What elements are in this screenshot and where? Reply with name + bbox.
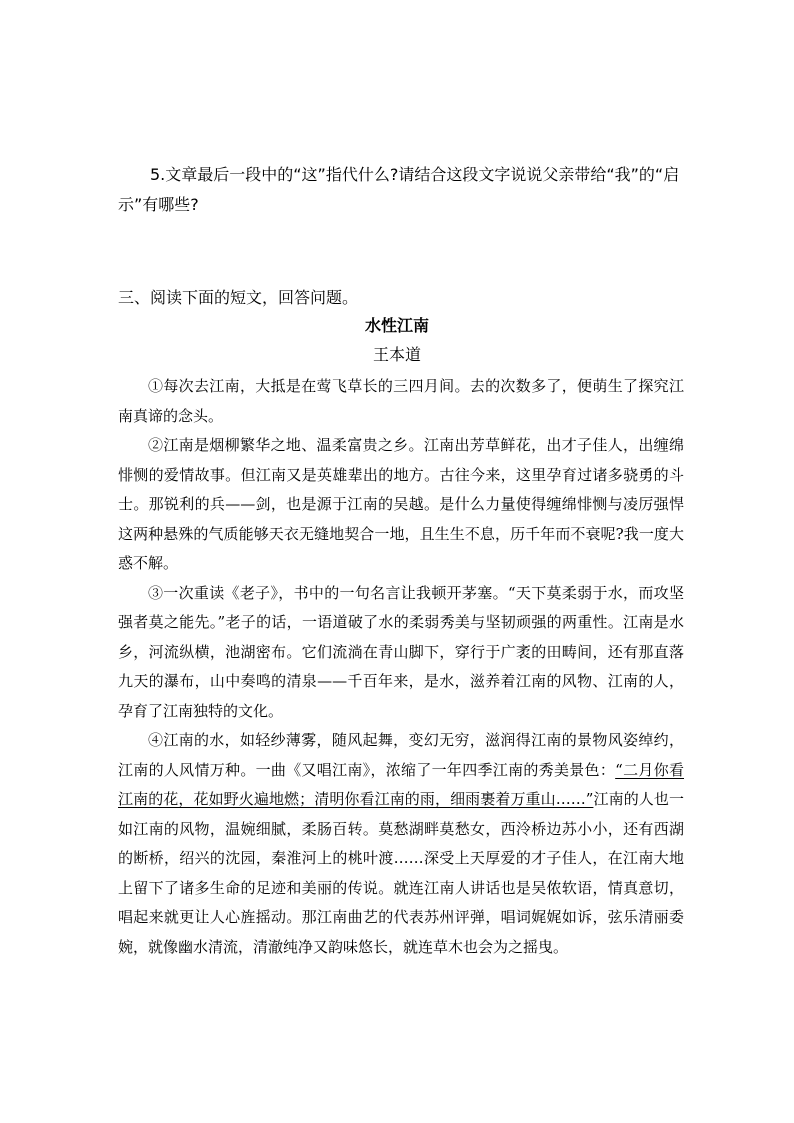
section-heading: 三、阅读下面的短文，回答问题。: [118, 288, 359, 307]
paragraph-3: ③一次重读《老子》，书中的一句名言让我顿开茅塞。“天下莫柔弱于水，而攻坚强者莫之能先。”老子的话，一语道破了水的柔弱秀美与坚韧顽强的两重性。江南是水乡，河流纵横，池湖密布。它们流淌在青山脚下，穿行于广袤的田畴间，还有那直落九天的瀑布，山中奏鸣的清泉——千百年来，是水，滋养着江南的风物、江南的人，孕育了江南独特的文化。: [118, 583, 684, 720]
article-body: [118, 372, 684, 962]
paragraph-4-rest: 江南的人也一如江南的风物，温婉细腻，柔肠百转。莫愁湖畔莫愁女，西泠桥边苏小小，还有西湖的断桥，绍兴的沈园，秦淮河上的桃叶渡……深受上天厚爱的才子佳人，在江南大地上留下了诸多生命的足迹和美丽的传说。就连江南人讲话也是吴侬软语，情真意切，唱起来就更让人心旌摇动。那江南曲艺的代表苏州评弹，唱词娓娓如诉，弦乐清丽委婉，就像幽水清流，清澈纯净又韵味悠长，就连草木也会为之摇曳。: [118, 790, 684, 956]
article-author: 王本道: [372, 345, 421, 364]
article-title: 水性江南: [364, 316, 429, 335]
paragraph-4-intro: ④江南的水，如轻纱薄雾，随风起舞，变幻无穷，滋润得江南的景物风姿绰约，江南的人风情万种。一曲《又唱江南》，浓缩了一年四季江南的秀美景色：: [118, 731, 684, 779]
paragraph-1: ①每次去江南，大抵是在莺飞草长的三四月间。去的次数多了，便萌生了探究江南真谛的念头。: [118, 377, 684, 425]
underlined-lyric-quote: “二月你看江南的花，花如野火遍地燃；清明你看江南的雨，细雨裹着万重山……”: [118, 760, 684, 808]
paragraph-4: [118, 726, 684, 962]
paragraph-2: ②江南是烟柳繁华之地、温柔富贵之乡。江南出芳草鲜花，出才子佳人，出缠绵悱恻的爱情故事。但江南又是英雄辈出的地方。古往今来，这里孕育过诸多骁勇的斗士。那锐利的兵——剑，也是源于江南的吴越。是什么力量使得缠绵悱恻与凌厉强悍这两种悬殊的气质能够天衣无缝地契合一地，且生生不息，历千年而不衰呢?我一度大惑不解。: [118, 436, 684, 572]
question-5: 5.文章最后一段中的“这”指代什么?请结合这段文字说说父亲带给“我”的“启示”有哪些?: [118, 165, 680, 214]
